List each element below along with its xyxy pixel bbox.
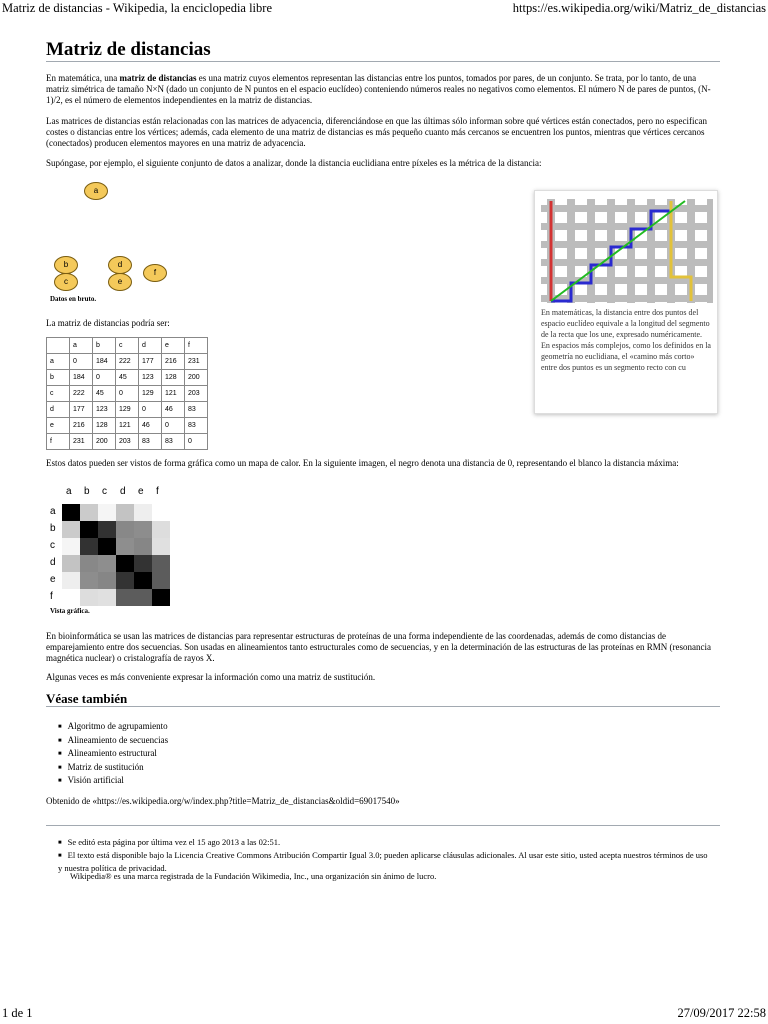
heatmap-cell (98, 504, 116, 521)
table-cell: 184 (93, 354, 116, 370)
heatmap-cell (98, 589, 116, 606)
table-cell: c (47, 386, 70, 402)
page-number: 1 de 1 (2, 1006, 33, 1020)
table-cell: 0 (70, 354, 93, 370)
heatmap-row-label: b (50, 523, 56, 534)
heatmap-cell (152, 521, 170, 538)
table-cell: 123 (93, 402, 116, 418)
table-cell: a (70, 338, 93, 354)
table-cell: 83 (185, 418, 208, 434)
heatmap-cell (62, 521, 80, 538)
distance-table (46, 337, 208, 450)
heatmap-col-label: a (66, 486, 72, 497)
heatmap-cell (80, 504, 98, 521)
heatmap-cell (80, 521, 98, 538)
table-cell: e (162, 338, 185, 354)
node-e: e (108, 273, 132, 291)
heatmap-cell (116, 521, 134, 538)
table-row (47, 434, 208, 450)
heatmap-cell (116, 538, 134, 555)
table-cell: 121 (162, 386, 185, 402)
table-cell: e (47, 418, 70, 434)
heatmap-cell (98, 538, 116, 555)
heatmap-paragraph: Estos datos pueden ser vistos de forma gráfica como un mapa de calor. En la siguiente imagen, el negro denota una distancia de 0, representando el blanco la distancia máxima: (46, 458, 679, 468)
table-cell: 128 (162, 370, 185, 386)
table-cell: 83 (185, 402, 208, 418)
table-cell: 216 (70, 418, 93, 434)
table-cell (47, 338, 70, 354)
heatmap-row-label: e (50, 574, 56, 585)
heatmap-cell (62, 589, 80, 606)
node-c: c (54, 273, 78, 291)
table-cell: 45 (116, 370, 139, 386)
heatmap (46, 486, 176, 610)
table-cell: c (116, 338, 139, 354)
table-cell: 231 (185, 354, 208, 370)
graph-caption: Datos en bruto. (50, 295, 97, 303)
bioinformatics-paragraph: En bioinformática se usan las matrices de distancias para representar estructuras de proteínas de una forma independiente de las coordenadas, además de como distancias de emparejamiento entre dos secuencias. Son usadas en alineamientos tanto estructurales como de secuencias, y en la determinación de las estructuras de las proteínas en RMN (resonancia magnética nuclear) o cristalografía de rayos X. (46, 631, 712, 663)
heatmap-cell (116, 572, 134, 589)
substitution-paragraph: Algunas veces es más conveniente expresar la información como una matriz de sustitución. (46, 672, 376, 682)
heatmap-cell (134, 555, 152, 572)
node-f: f (143, 264, 167, 282)
table-cell: 203 (185, 386, 208, 402)
table-cell: 46 (162, 402, 185, 418)
heatmap-col-label: b (84, 486, 90, 497)
footer-license: ■ El texto está disponible bajo la Licencia Creative Commons Atribución Compartir Igual 3.0; pueden aplicarse cláusulas adicionales. Al usar este sitio, usted acepta nuestros términos de uso y nuestra política de privacidad. (58, 850, 708, 874)
see-also-item[interactable]: ■ Visión artificial (58, 775, 168, 789)
print-header (0, 0, 768, 18)
obtained-from[interactable]: Obtenido de «https://es.wikipedia.org/w/index.php?title=Matriz_de_distancias&oldid=69017540» (46, 796, 400, 806)
table-row (47, 418, 208, 434)
table-cell: f (47, 434, 70, 450)
heatmap-cell (80, 538, 98, 555)
see-also-item[interactable]: ■ Alineamiento de secuencias (58, 735, 168, 749)
heatmap-cell (152, 538, 170, 555)
grid-column (587, 199, 595, 303)
heatmap-row-label: d (50, 557, 56, 568)
table-cell: 200 (93, 434, 116, 450)
table-cell: 83 (162, 434, 185, 450)
table-cell: 216 (162, 354, 185, 370)
table-cell: 203 (116, 434, 139, 450)
heatmap-cell (134, 521, 152, 538)
heatmap-col-label: f (156, 486, 159, 497)
heatmap-cell (80, 572, 98, 589)
example-paragraph: Supóngase, por ejemplo, el siguiente conjunto de datos a analizar, donde la distancia euclidiana entre píxeles es la métrica de la distancia: (46, 158, 542, 168)
table-cell: 83 (139, 434, 162, 450)
table-row (47, 402, 208, 418)
footer-edited: ■ Se editó esta página por última vez el 15 ago 2013 a las 02:51. (58, 837, 708, 850)
table-cell: 177 (70, 402, 93, 418)
table-cell: 0 (139, 402, 162, 418)
heatmap-cell (80, 589, 98, 606)
table-cell: 46 (139, 418, 162, 434)
heatmap-col-label: d (120, 486, 126, 497)
table-cell: 121 (116, 418, 139, 434)
heatmap-cell (152, 555, 170, 572)
print-title: Matriz de distancias - Wikipedia, la enciclopedia libre (2, 1, 272, 15)
heatmap-cell (62, 572, 80, 589)
heatmap-cell (134, 538, 152, 555)
intro-bold-term: matriz de distancias (119, 73, 197, 83)
heatmap-cell (152, 589, 170, 606)
page-title: Matriz de distancias (46, 44, 720, 62)
table-cell: a (47, 354, 70, 370)
taxicab-thumbnail (534, 190, 718, 414)
footer-list (58, 837, 708, 874)
heatmap-col-label: e (138, 486, 144, 497)
table-cell: 129 (139, 386, 162, 402)
heatmap-cell (116, 589, 134, 606)
see-also-item[interactable]: ■ Algoritmo de agrupamiento (58, 721, 168, 735)
table-cell: 0 (185, 434, 208, 450)
see-also-list (58, 721, 168, 789)
heatmap-row-label: c (50, 540, 55, 551)
node-d: d (108, 256, 132, 274)
table-cell: 177 (139, 354, 162, 370)
table-cell: 45 (93, 386, 116, 402)
node-a: a (84, 182, 108, 200)
heatmap-row-label: a (50, 506, 56, 517)
print-url: https://es.wikipedia.org/wiki/Matriz_de_distancias (512, 1, 766, 15)
table-cell: 0 (162, 418, 185, 434)
heatmap-col-label: c (102, 486, 107, 497)
table-cell: b (47, 370, 70, 386)
see-also-item[interactable]: ■ Matriz de sustitución (58, 762, 168, 776)
grid-row (541, 223, 709, 230)
grid-column (707, 199, 713, 303)
intro-paragraph: En matemática, una matriz de distancias es una matriz cuyos elementos representan las distancias entre los puntos, tomados por pares, de un conjunto. Se trata, por lo tanto, de una matriz simétrica de tamaño N×N (dado un conjunto de N puntos en el espacio euclídeo) conteniendo números reales no negativos como elementos. El número N de pares de puntos, (N-1)/2, es el número de elementos independientes en la matriz de distancias. (46, 73, 711, 105)
heatmap-cell (62, 504, 80, 521)
table-cell: 231 (70, 434, 93, 450)
table-row (47, 370, 208, 386)
table-cell: 129 (116, 402, 139, 418)
heatmap-cell (152, 572, 170, 589)
grid-row (541, 205, 709, 212)
heatmap-row-label: f (50, 591, 53, 602)
table-cell: 123 (139, 370, 162, 386)
heatmap-cell (98, 555, 116, 572)
heatmap-cell (152, 504, 170, 521)
taxicab-geometry-image (537, 197, 713, 307)
heatmap-cell (116, 555, 134, 572)
table-cell: 184 (70, 370, 93, 386)
grid-column (627, 199, 635, 303)
table-cell: 0 (93, 370, 116, 386)
table-cell: 128 (93, 418, 116, 434)
matrix-intro: La matriz de distancias podría ser: (46, 318, 170, 328)
heatmap-cell (134, 589, 152, 606)
print-datetime: 27/09/2017 22:58 (677, 1006, 766, 1020)
node-b: b (54, 256, 78, 274)
heatmap-cell (62, 555, 80, 572)
heatmap-cell (98, 572, 116, 589)
print-footer (0, 1006, 768, 1024)
table-cell: 222 (70, 386, 93, 402)
adjacency-paragraph: Las matrices de distancias están relacionadas con las matrices de adyacencia, diferenciándose en que las últimas sólo informan sobre qué vértices están conectados, pero no especifican costes o distancias entre los vértices; además, cada elemento de una matriz de distancias es más pequeño cuanto más cercanos se encuentren los puntos, mientras que vértices cercanos (conectados) producen elementos mayores en una matriz de adyacencia. (46, 116, 707, 148)
heatmap-cell (62, 538, 80, 555)
table-cell: d (47, 402, 70, 418)
table-cell: 0 (116, 386, 139, 402)
see-also-item[interactable]: ■ Alineamiento estructural (58, 748, 168, 762)
heatmap-cell (116, 504, 134, 521)
heatmap-cell (80, 555, 98, 572)
heatmap-cell (134, 504, 152, 521)
table-cell: 222 (116, 354, 139, 370)
table-cell: b (93, 338, 116, 354)
footer-divider (46, 825, 720, 826)
thumbnail-caption: En matemáticas, la distancia entre dos puntos del espacio euclídeo equivale a la longitud del segmento de la recta que los une, expresado numéricamente. En espacios más complejos, como los definidos en la geometría no euclidiana, el «camino más corto» entre dos puntos es un segmento recto con cu (541, 308, 711, 372)
heatmap-caption: Vista gráfica. (50, 607, 90, 615)
heatmap-cell (98, 521, 116, 538)
raw-data-graph (46, 178, 186, 306)
footer-trademark: Wikipedia® es una marca registrada de la Fundación Wikimedia, Inc., una organización sin ánimo de lucro. (70, 871, 437, 881)
table-cell: d (139, 338, 162, 354)
table-cell: 200 (185, 370, 208, 386)
heatmap-cell (134, 572, 152, 589)
table-row (47, 354, 208, 370)
table-cell: f (185, 338, 208, 354)
table-row (47, 386, 208, 402)
see-also-heading: Véase también (46, 693, 720, 707)
table-header-row (47, 338, 208, 354)
grid-row (541, 259, 709, 266)
